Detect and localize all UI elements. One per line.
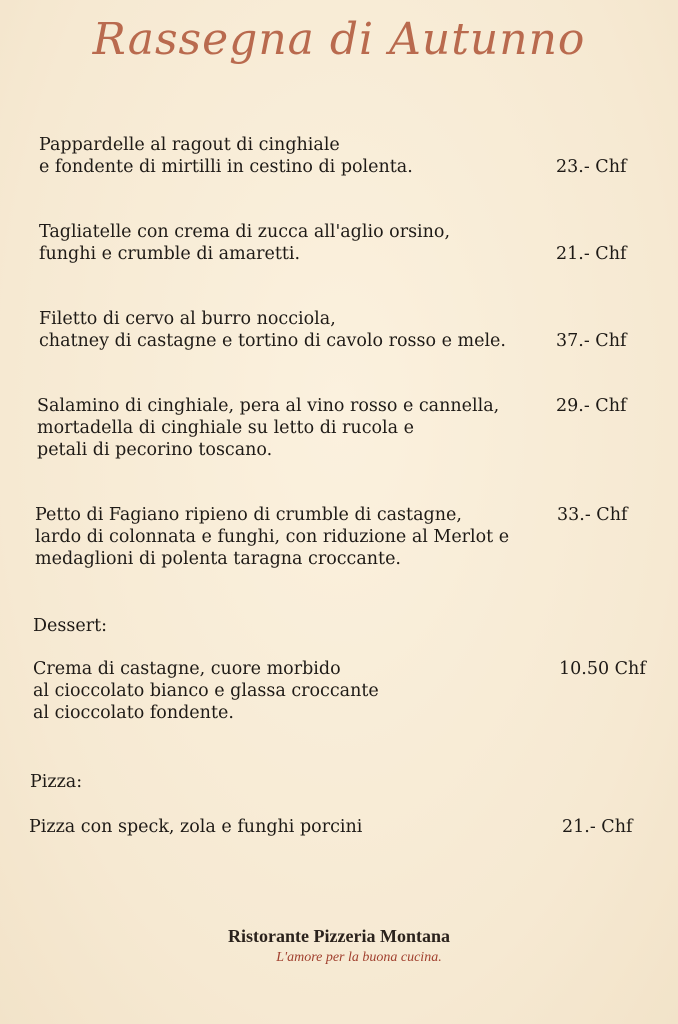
menu-item: [39, 221, 450, 265]
menu-item-line: Filetto di cervo al burro nocciola,: [39, 309, 336, 329]
menu-item-line: Petto di Fagiano ripieno di crumble di castagne,: [35, 505, 462, 525]
dessert-price: 10.50 Chf: [559, 659, 646, 679]
menu-item-price: 37.- Chf: [556, 331, 627, 351]
menu-item-price: 33.- Chf: [557, 505, 628, 525]
pizza-item: [29, 816, 362, 838]
menu-item-line: Tagliatelle con crema di zucca all'aglio orsino,: [39, 222, 451, 242]
menu-item-line: medaglioni di polenta taragna croccante.: [35, 549, 401, 569]
menu-item-line: al cioccolato bianco e glassa croccante: [33, 681, 379, 701]
menu-item-price: 23.- Chf: [556, 157, 627, 177]
menu-item-price: 21.- Chf: [556, 244, 627, 264]
menu-item-line: petali di pecorino toscano.: [37, 440, 273, 460]
menu-item-line: lardo di colonnata e funghi, con riduzione al Merlot e: [35, 527, 510, 547]
menu-item-line: e fondente di mirtilli in cestino di polenta.: [39, 157, 413, 177]
menu-item-price: 29.- Chf: [556, 396, 627, 416]
menu-item: [35, 504, 509, 570]
restaurant-name: Ristorante Pizzeria Montana: [228, 926, 450, 946]
menu-item: [39, 308, 506, 352]
menu-item-line: chatney di castagne e tortino di cavolo rosso e mele.: [39, 331, 506, 351]
menu-item: [37, 395, 499, 461]
restaurant-tagline: L'amore per la buona cucina.: [276, 950, 442, 965]
dessert-heading: Dessert:: [33, 616, 107, 636]
pizza-heading: Pizza:: [30, 772, 83, 792]
menu-item-line: Pappardelle al ragout di cinghiale: [39, 135, 340, 155]
menu-item-line: Salamino di cinghiale, pera al vino rosso e cannella,: [37, 396, 500, 416]
menu-item-line: Pizza con speck, zola e funghi porcini: [29, 817, 363, 837]
menu-item: [39, 134, 413, 178]
pizza-price: 21.- Chf: [562, 817, 633, 837]
menu-item-line: Crema di castagne, cuore morbido: [33, 659, 341, 679]
menu-item-line: al cioccolato fondente.: [33, 703, 234, 723]
menu-item-line: funghi e crumble di amaretti.: [39, 244, 301, 264]
menu-item-line: mortadella di cinghiale su letto di rucola e: [37, 418, 414, 438]
menu-title: Rassegna di Autunno: [92, 14, 586, 65]
dessert-item: [33, 658, 379, 724]
